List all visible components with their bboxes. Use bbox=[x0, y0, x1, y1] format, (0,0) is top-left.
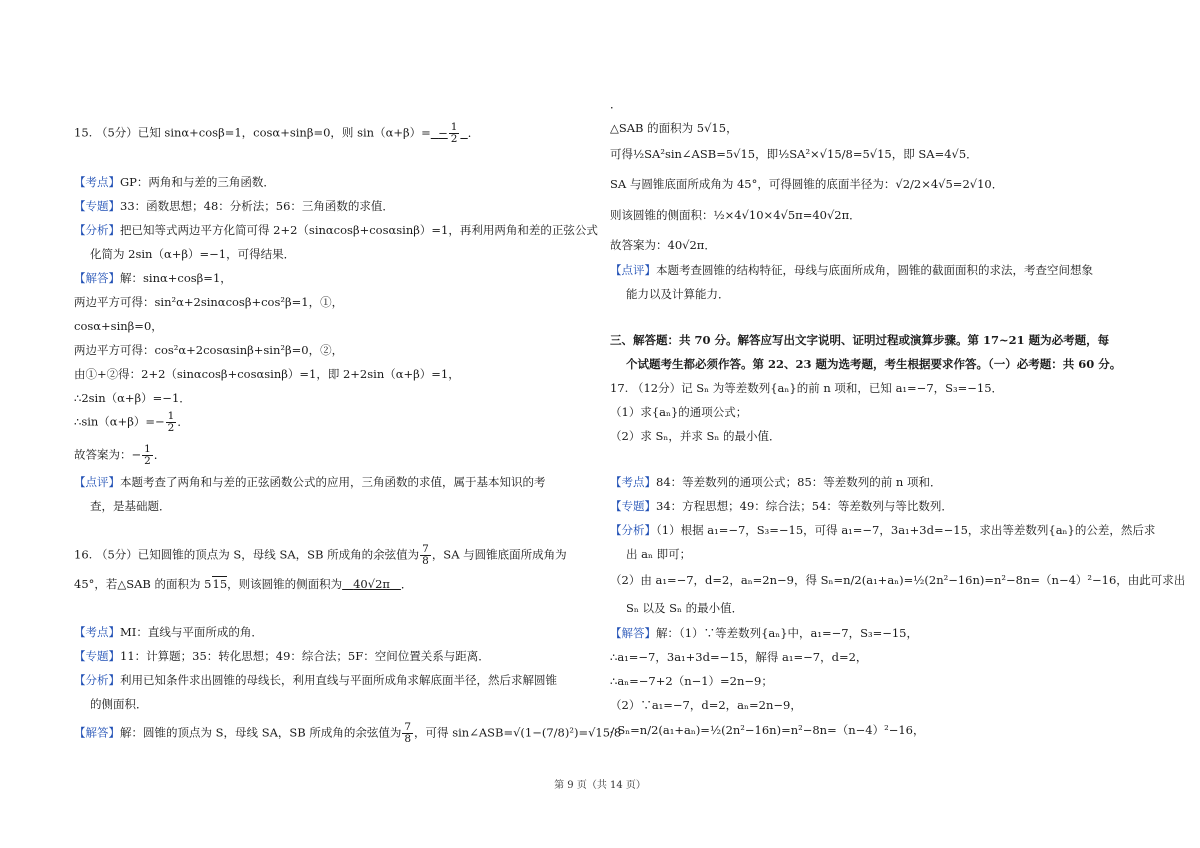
q15-stem: 15. （5分）已知 sinα+cosβ=1，cosα+sinβ=0，则 sin（α+β）= − $\frac{1}{2}$ ． bbox=[74, 121, 480, 145]
q16-cont-1: △SAB 的面积为 5√15， bbox=[610, 121, 738, 135]
q16-jieda: 【解答】解：圆锥的顶点为 S，母线 SA，SB 所成角的余弦值为 $\frac{7}{8}$ ，可得 sin∠ASB=√(1−(7/8)²)=√15/8 bbox=[74, 721, 622, 745]
q17-step-3: ∴aₙ=−7+2（n−1）=2n−9； bbox=[610, 674, 773, 688]
q15-step-4: 两边平方可得：cos²α+2cosαsinβ+sin²β=0，②， bbox=[74, 343, 344, 357]
q16-dianping: 【点评】本题考查圆锥的结构特征，母线与底面所成角，圆锥的截面面积的求法，考查空间想象 bbox=[610, 263, 1093, 277]
q17-zhuanti: 【专题】34：方程思想；49：综合法；54：等差数列与等比数列． bbox=[610, 499, 953, 513]
q17-fenxi-cont-2: （2）由 a₁=−7，d=2，aₙ=2n−9，得 Sₙ=n/2(a₁+aₙ)=½(2n²−16n)=n²−8n=（n−4）²−16，由此可求出 bbox=[610, 573, 1186, 587]
q15-kaodian: 【考点】GP：两角和与差的三角函数． bbox=[74, 175, 275, 189]
q15-zhuanti: 【专题】33：函数思想；48：分析法；56：三角函数的求值． bbox=[74, 199, 394, 213]
q17-stem: 17. （12分）记 Sₙ 为等差数列{aₙ}的前 n 项和，已知 a₁=−7，S₃=−15． bbox=[610, 381, 1004, 395]
q17-jieda: 【解答】解：（1）∵等差数列{aₙ}中，a₁=−7，S₃=−15， bbox=[610, 626, 918, 640]
q15-step-3: cosα+sinβ=0， bbox=[74, 319, 163, 333]
continuation-dot: ． bbox=[610, 97, 622, 111]
q17-part-2: （2）求 Sₙ，并求 Sₙ 的最小值． bbox=[610, 429, 781, 443]
q16-cont-2: 可得½SA²sin∠ASB=5√15，即½SA²×√15/8=5√15，即 SA=4√5． bbox=[610, 147, 978, 161]
q15-dianping-cont: 查，是基础题． bbox=[90, 499, 171, 513]
q17-fenxi-cont-1: 出 aₙ 即可； bbox=[626, 547, 692, 561]
q17-fenxi-cont-3: Sₙ 以及 Sₙ 的最小值． bbox=[626, 601, 744, 615]
q16-dianping-cont: 能力以及计算能力． bbox=[626, 287, 730, 301]
q17-part-1: （1）求{aₙ}的通项公式； bbox=[610, 405, 748, 419]
q16-cont-4: 则该圆锥的侧面积：½×4√10×4√5π=40√2π． bbox=[610, 208, 861, 222]
q16-answer: 40√2π bbox=[353, 577, 390, 591]
section3-heading: 三、解答题：共 70 分。解答应写出文字说明、证明过程或演算步骤。第 17~21 题为必考题，每 bbox=[610, 333, 1110, 347]
q15-step-2: 两边平方可得：sin²α+2sinαcosβ+cos²β=1，①， bbox=[74, 295, 344, 309]
q15-step-5: 由①+②得：2+2（sinαcosβ+cosαsinβ）=1，即 2+2sin（α+β）=1， bbox=[74, 367, 460, 381]
q17-fenxi: 【分析】（1）根据 a₁=−7，S₃=−15，可得 a₁=−7，3a₁+3d=−15，求出等差数列{aₙ}的公差，然后求 bbox=[610, 523, 1156, 537]
q16-fenxi: 【分析】利用已知条件求出圆锥的母线长，利用直线与平面所成角求解底面半径，然后求解圆锥 bbox=[74, 673, 557, 687]
q16-stem-line1: 16. （5分）已知圆锥的顶点为 S，母线 SA，SB 所成角的余弦值为 $\frac{7}{8}$ ，SA 与圆锥底面所成角为 bbox=[74, 543, 567, 567]
page-footer: 第 9 页（共 14 页） bbox=[554, 780, 646, 791]
q16-stem-line2: 45°，若△SAB 的面积为 515，则该圆锥的侧面积为 40√2π ． bbox=[74, 577, 413, 591]
q16-zhuanti: 【专题】11：计算题；35：转化思想；49：综合法；5F：空间位置关系与距离． bbox=[74, 649, 490, 663]
q15-step-7: ∴sin（α+β）=− $\frac{1}{2}$ ． bbox=[74, 410, 189, 434]
q15-answer: − $\frac{1}{2}$ bbox=[438, 121, 458, 145]
q15-fenxi-cont: 化简为 2sin（α+β）=−1，可得结果． bbox=[90, 247, 296, 261]
q17-step-4: （2）∵a₁=−7，d=2，aₙ=2n−9， bbox=[610, 698, 802, 712]
q15-jieda: 【解答】解：sinα+cosβ=1， bbox=[74, 271, 232, 285]
q16-kaodian: 【考点】MI：直线与平面所成的角． bbox=[74, 625, 263, 639]
q15-answer-line: 故答案为：− $\frac{1}{2}$ ． bbox=[74, 443, 166, 467]
section3-heading-cont: 个试题考生都必须作答。第 22、23 题为选考题，考生根据要求作答。（一）必考题：共 60 分。 bbox=[626, 357, 1122, 371]
q16-fenxi-cont: 的侧面积． bbox=[90, 697, 148, 711]
q15-fenxi: 【分析】把已知等式两边平方化简可得 2+2（sinαcosβ+cosαsinβ）=1，再利用两角和差的正弦公式 bbox=[74, 223, 598, 237]
q17-step-5: ∴Sₙ=n/2(a₁+aₙ)=½(2n²−16n)=n²−8n=（n−4）²−16， bbox=[610, 723, 925, 737]
q17-step-2: ∴a₁=−7，3a₁+3d=−15，解得 a₁=−7，d=2， bbox=[610, 650, 868, 664]
q15-dianping: 【点评】本题考查了两角和与差的正弦函数公式的应用，三角函数的求值，属于基本知识的考 bbox=[74, 475, 546, 489]
q16-cont-5: 故答案为：40√2π． bbox=[610, 238, 716, 252]
q15-step-6: ∴2sin（α+β）=−1． bbox=[74, 391, 191, 405]
q16-cont-3: SA 与圆锥底面所成角为 45°，可得圆锥的底面半径为：√2/2×4√5=2√10． bbox=[610, 177, 1004, 191]
q17-kaodian: 【考点】84：等差数列的通项公式；85：等差数列的前 n 项和． bbox=[610, 475, 942, 489]
